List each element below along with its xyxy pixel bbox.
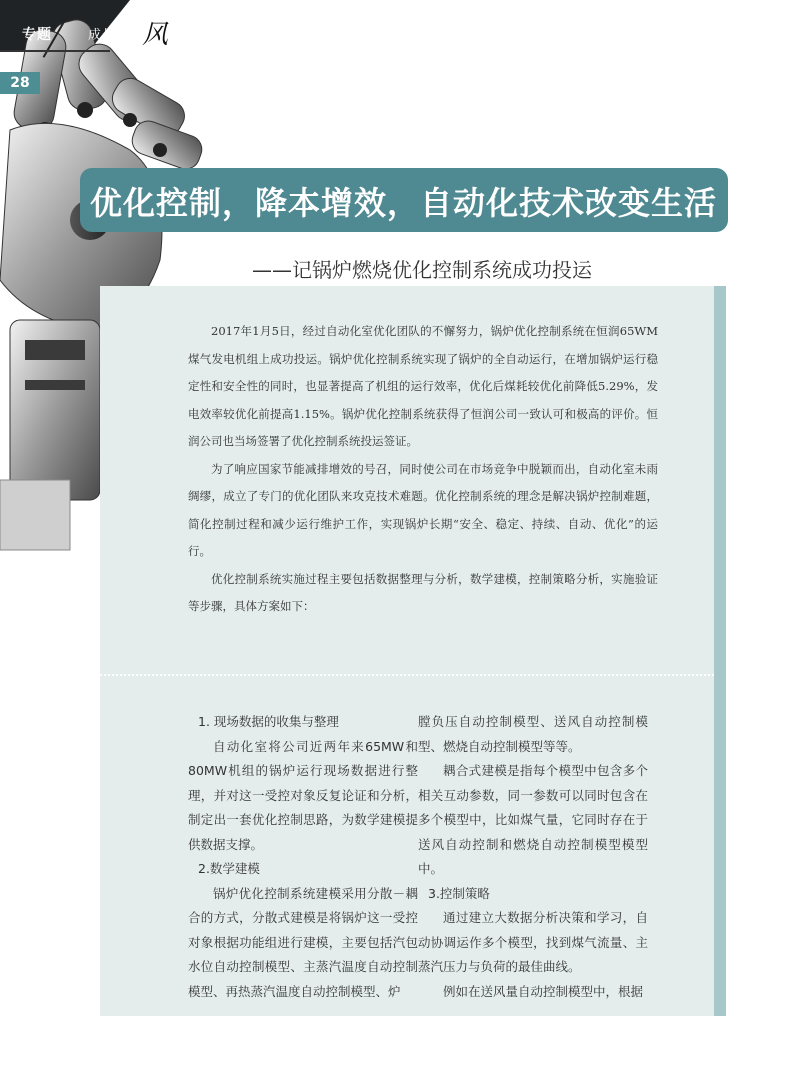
intro-paragraph: 为了响应国家节能减排增效的号召，同时使公司在市场竞争中脱颖而出，自动化室未雨绸缪，成立了专门的优化团队来攻克技术难题。优化控制系统的理念是解决锅炉控制难题，简化控制过程和减少运行维护工作，实现锅炉长期“安全、稳定、持续、自动、优化”的运行。 (188, 461, 658, 558)
section-divider (100, 674, 714, 676)
intro-paragraph: 优化控制系统实施过程主要包括数据整理与分析，数学建模，控制策略分析，实施验证等步骤，具体方案如下： (188, 571, 658, 613)
body-paragraph-continued: 膛负压自动控制模型、送风自动控制模型、燃烧自动控制模型等等。 (418, 714, 648, 754)
article-title: 优化控制，降本增效，自动化技术改变生活 (90, 184, 718, 222)
body-paragraph: 例如在送风量自动控制模型中，根据 (443, 983, 644, 999)
body-paragraph: 自动化室将公司近两年来65MW和80MW机组的锅炉运行现场数据进行整理，并对这一受控对象反复论证和分析，制定出一套优化控制思路，为数学建模提供数据支撑。 (188, 738, 418, 852)
section-heading: 3.控制策略 (428, 885, 490, 901)
left-column (188, 710, 418, 1004)
page-number: 28 (0, 72, 40, 94)
body-paragraph: 锅炉优化控制系统建模采用分散－耦合的方式，分散式建模是将锅炉这一受控对象根据功能组进行建模，主要包括汽包水位自动控制模型、主蒸汽温度自动控制模型、再热蒸汽温度自动控制模型、炉 (188, 885, 418, 999)
header-logo: 风 (142, 20, 169, 50)
section-label: 专题 (22, 27, 52, 43)
intro-paragraph: 2017年1月5日，经过自动化室优化团队的不懈努力，锅炉优化控制系统在恒润65WM煤气发电机组上成功投运。锅炉优化控制系统实现了锅炉的全自动运行，在增加锅炉运行稳定性和安全性的同时，也显著提高了机组的运行效率，优化后煤耗较优化前降低5.29%，发电效率较优化前提高1.15%。锅炉优化控制系统获得了恒润公司一致认可和极高的评价。恒润公司也当场签署了优化控制系统投运签证。 (188, 324, 658, 448)
subsection-label: 成长视界 (88, 28, 145, 43)
right-column (418, 710, 648, 1004)
intro-block (188, 318, 658, 621)
body-paragraph: 通过建立大数据分析决策和学习，自动协调运作多个模型，找到煤气流量、主蒸汽压力与负荷的最佳曲线。 (418, 910, 648, 974)
panel-side-bar (714, 286, 726, 1016)
header-underline (0, 50, 110, 52)
article-subtitle: ——记锅炉燃烧优化控制系统成功投运 (252, 258, 592, 282)
body-paragraph: 耦合式建模是指每个模型中包含多个相关互动参数，同一参数可以同时包含在多个模型中，比如煤气量，它同时存在于送风自动控制和燃烧自动控制模型模型中。 (418, 763, 648, 876)
section-heading: 2.数学建模 (198, 861, 260, 876)
section-heading: 1. 现场数据的收集与整理 (198, 714, 339, 729)
